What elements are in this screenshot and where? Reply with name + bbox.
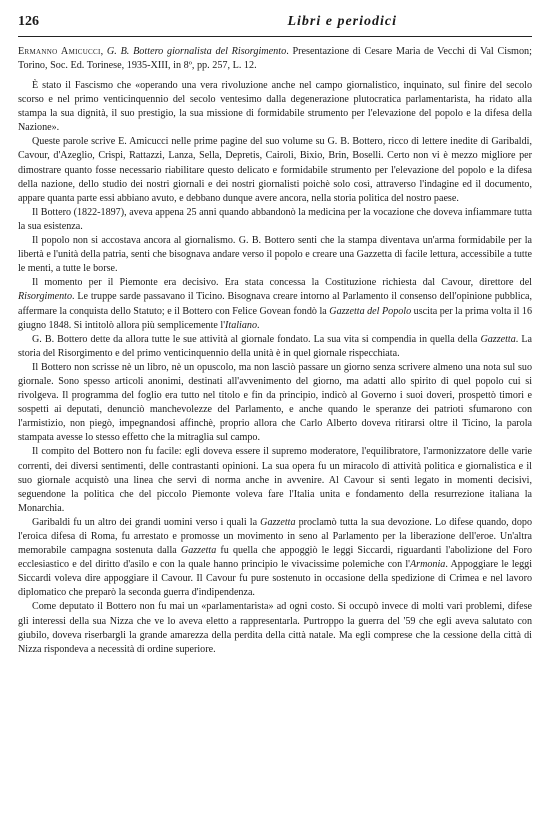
italic-title: Gazzetta (180, 545, 217, 557)
text-run: È stato il Fascismo che «operando una vera rivoluzione anche nel campo giornalistico, inquinato, sul finire del secolo scorso e nel primo venticinquennio del secolo ventesimo dalla degenerazione plutocratica parlamentarista, ha ridato alla stampa la sua dignità, il suo prestigio, la sua missione di formidabile strumento per l'elevazione del popolo e la difesa della Nazione». (18, 80, 532, 134)
text-run: proclamò tutta la sua devozione. Lo difese quando, dopo l'eroica difesa di Roma, fu arrestato e promosse un movimento in seno al Parlamento per la liberazione dell'eroe. Un'altra memorabile campagna sostenuta dalla (18, 516, 532, 557)
text-run: Garibaldi fu un altro dei grandi uomini verso i quali la (32, 516, 261, 528)
text-run: Il popolo non si accostava ancora al giornalismo. G. B. Bottero senti che la stampa diventava un'arma formidabile per la libertà e l'unità della patria, senti che bisognava andare verso il popolo e creare una Gazzetta di facile lettura, accessibile a tutte le menti, a tutte le borse. (18, 235, 532, 275)
text-run: Come deputato il Bottero non fu mai un «parlamentarista» ad ogni costo. Si occupò invece di molti vari problemi, difese gli interessi della sua Nizza che ve lo aveva eletto a rappresentarla. Purtroppo la guerra del '59 che egli aveva salutato con giubilo, doveva riserbargli la grande amarezza della perdita della città natale. Ma egli comprese che la cessione della città di Nizza rispondeva a necessità di ordine superiore. (18, 601, 532, 655)
text-run: G. B. Bottero dette da allora tutte le sue attività al giornale fondato. La sua vita si compendia in quella della (32, 333, 481, 345)
italic-title: Gazzetta del Popolo (329, 305, 412, 317)
text-run: . (257, 319, 260, 331)
paragraph-p3 (18, 206, 532, 234)
running-title: Libri e periodici (287, 14, 397, 29)
bibliographic-entry: Ermanno Amicucci, G. B. Bottero giornalista del Risorgimento. Presentazione di Cesare Maria de Vecchi di Val Cismon; Torino, Soc. Ed. Torinese, 1935-XIII, in 8º, pp. 257, L. 12. (18, 46, 532, 71)
paragraph-p1 (18, 79, 532, 135)
text-run: uscita per la prima volta il 16 giugno 1848. Si intitolò allora più semplicemente l' (18, 305, 532, 331)
page-header (18, 14, 532, 37)
text-run: Il momento per il Piemonte era decisivo. Era stata concessa la Costituzione richiesta dal Cavour, direttore del (32, 277, 532, 289)
text-run: . Appoggiare le leggi Siccardi voleva dire appoggiare il Cavour. Il Cavour fu pure sostenuto in occasione della spedizione di Crimea e nel lavoro diplomatico che preparò la seconda guerra d'indipendenza. (18, 559, 533, 599)
italic-title: Armonia (409, 559, 446, 571)
italic-title: Gazzetta (260, 516, 296, 528)
book-title: G. B. Bottero giornalista del Risorgimento (106, 46, 287, 57)
text-run: Il Bottero (1822-1897), aveva appena 25 anni quando abbandonò la medicina per la vocazione che doveva infiammare tutta la sua esistenza. (18, 206, 532, 232)
text-run: Il compito del Bottero non fu facile: egli doveva essere il supremo moderatore, l'equilibratore, l'armonizzatore delle varie correnti, dei diversi sentimenti, delle contrastanti opinioni. La sua opera fu un miracolo di attività politica e giornalistica e il suo giornale acquistò una linea che servì di norma anche in avvenire. Al Cavour si sentì legato in momenti decisivi, seguendone la politica che del piccolo Piemonte voleva fare l'Italia unita e fondamento della resurrezione italiana la Monarchia. (18, 446, 532, 514)
review-body (18, 79, 532, 657)
text-run: . Le truppe sarde passavano il Ticino. Bisognava creare intorno al Parlamento il consenso dell'opinione pubblica, affermare la conquista dello Statuto; e il Bottero con Felice Govean fondò la (18, 291, 532, 317)
paragraph-p4 (18, 234, 532, 276)
text-run: Il Bottero non scrisse nè un libro, nè un opuscolo, ma non lasciò passare un giorno senza scrivere almeno una nota sul suo giornale. Sono spesso articoli anonimi, destinati all'avvenimento del giorno, ma adatti allo spirito di quel popolo cui si rivolgeva. Il programma del foglio era tutto nel titolo e fin da principio, indicò al Governo i suoi doveri, prospettò timori e sospetti ai deputati, denunciò manchevolezze del Parlamento, e anche quando le speranze dei patrioti sfumarono con l'armistizio, non piegò, impegnandosi affinchè, proprio allora che Carlo Alberto doveva ritirarsi oltre il Ticino, la parola stampata avesse lo stesso effetto che la mitraglia sul campo. (18, 361, 532, 444)
italic-title: Gazzetta (480, 333, 516, 345)
text-run: Queste parole scrive E. Amicucci nelle prime pagine del suo volume su G. B. Bottero, ricco di lettere inedite di Garibaldi, Cavour, d'Azeglio, Crispi, Rattazzi, Lanza, Sella, Depretis, Cairoli, Bixio, Brin, Boselli. Certo non vi è mezzo migliore per dimostrare quanto fosse necessario riabilitare questo delicato e formidabile strumento per l'elevazione del popolo e la difesa della nazione, dello studio dei nostri giornali e dei nostri giornalisti poichè solo così, attraverso l'indagine ed il documento, appare quanta parte essi abbiano avuto, e debbano dunque avere ancora, nella storia politica del nostro paese. (18, 136, 532, 204)
book-details: . Presentazione di Cesare Maria de Vecchi di Val Cismon; Torino, Soc. Ed. Torinese, 1935-XIII, in 8º, pp. 257, L. 12. (18, 46, 532, 71)
italic-title: Italiano (225, 319, 257, 331)
paragraph-p6 (18, 333, 532, 361)
book-author: Ermanno Amicucci (18, 46, 101, 57)
text-run: . La storia del Risorgimento e del primo venticinquennio della unità è in quel giornale rispecchiata. (18, 333, 532, 359)
paragraph-p2 (18, 135, 532, 205)
italic-title: Risorgimento (18, 291, 73, 303)
paragraph-p5 (18, 276, 532, 332)
page-number: 126 (18, 14, 39, 29)
paragraph-p10 (18, 600, 532, 656)
paragraph-p9 (18, 516, 532, 601)
text-run: fu quella che appoggiò le leggi Siccardi, riguardanti l'abolizione del Foro ecclesiastico e del diritto d'asilo e con la quale hanno principio le vivacissime polemiche con l' (18, 545, 532, 571)
paragraph-p8 (18, 445, 532, 515)
paragraph-p7 (18, 361, 532, 446)
